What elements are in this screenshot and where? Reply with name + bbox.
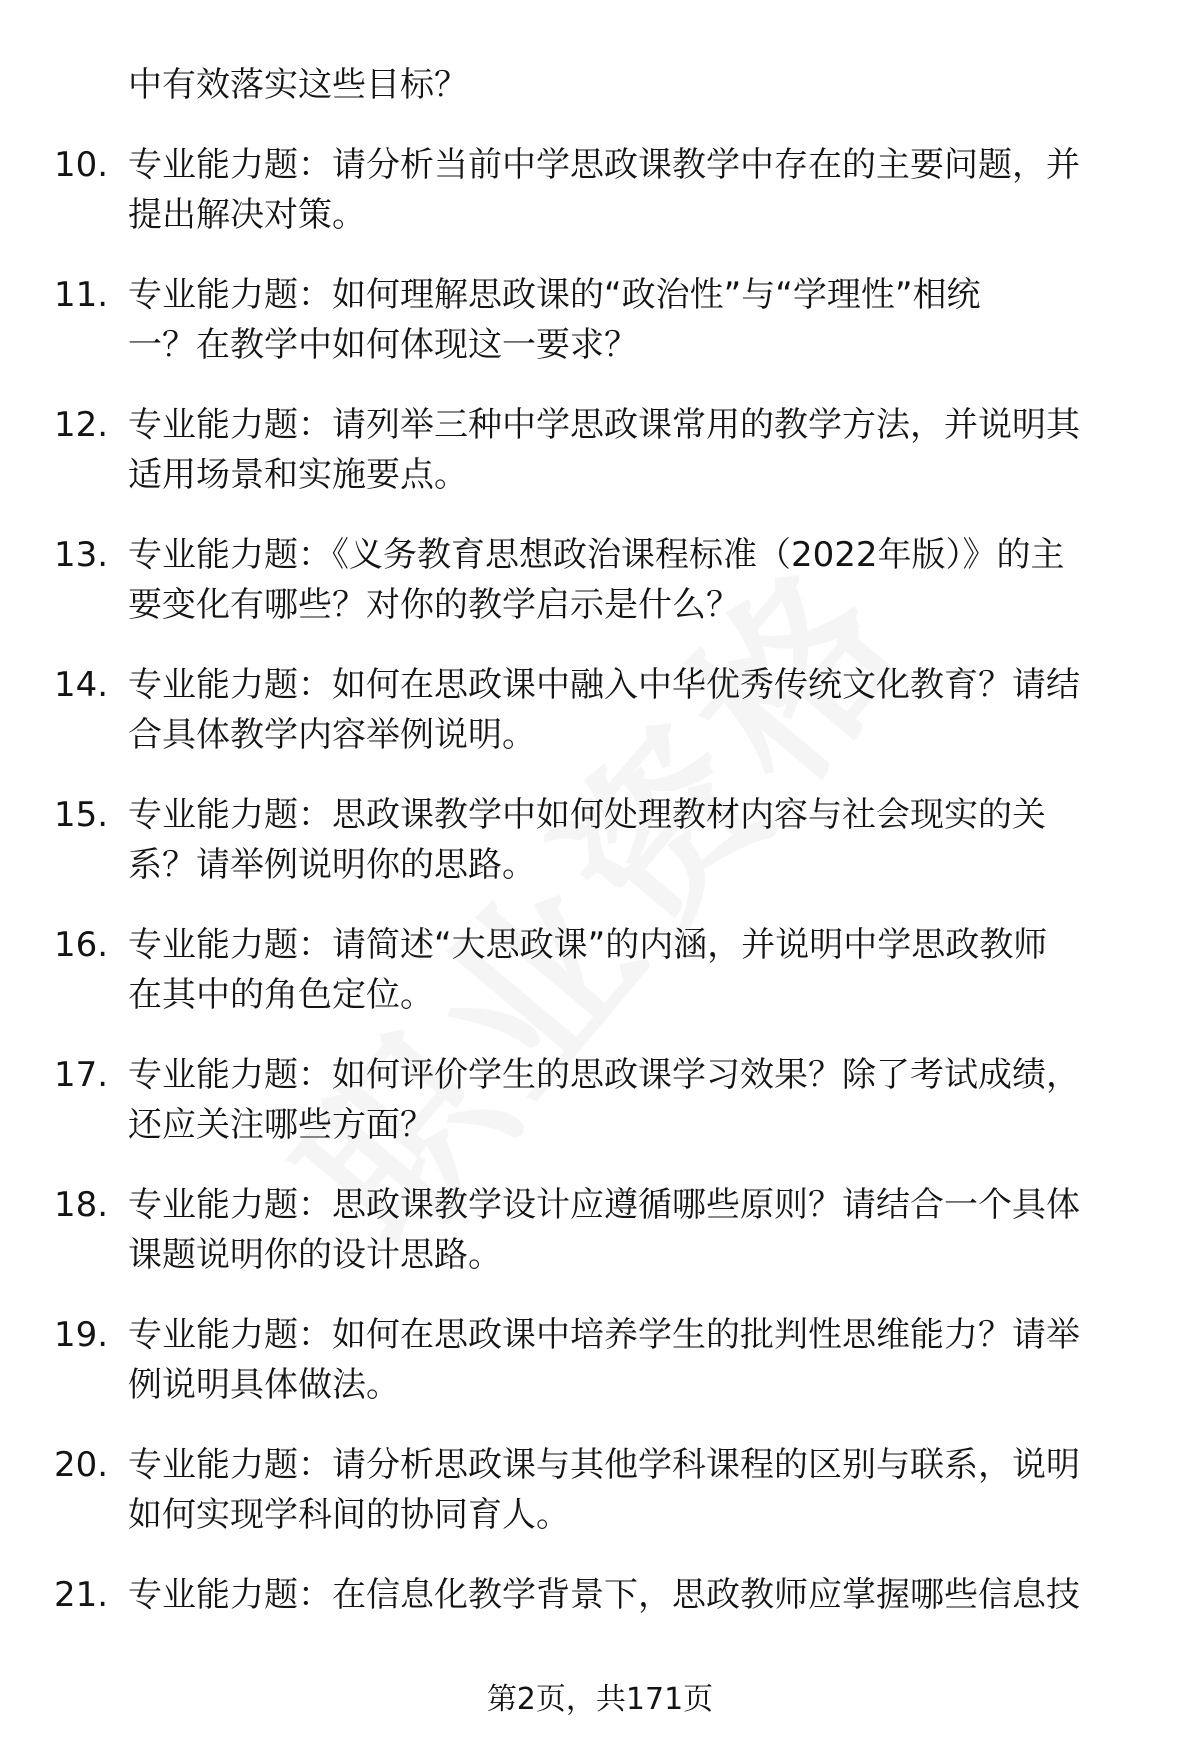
question-text [128,660,1168,760]
question-number: 13. [54,535,109,575]
question-number: 14. [54,665,109,705]
question-text [128,790,1168,890]
question-number: 18. [54,1185,109,1225]
question-number: 12. [54,405,109,445]
question-line: 专业能力题：如何在思政课中培养学生的批判性思维能力？请举 [128,1315,1080,1355]
question-item [0,270,1200,400]
question-line: 适用场景和实施要点。 [128,455,468,495]
question-line: 例说明具体做法。 [128,1365,400,1405]
question-line: 课题说明你的设计思路。 [128,1235,502,1275]
question-number: 20. [54,1445,109,1485]
question-text [128,1310,1168,1410]
question-line: 专业能力题：如何理解思政课的“政治性”与“学理性”相统 [128,275,981,315]
question-item [0,790,1200,920]
question-text [128,920,1168,1020]
question-item [0,400,1200,530]
question-list [0,140,1200,1700]
question-line: 专业能力题：如何评价学生的思政课学习效果？除了考试成绩， [128,1055,1080,1095]
question-number: 11. [54,275,109,315]
question-line: 专业能力题：请分析思政课与其他学科课程的区别与联系，说明 [128,1445,1080,1485]
question-line: 专业能力题：思政课教学设计应遵循哪些原则？请结合一个具体 [128,1185,1080,1225]
question-line: 要变化有哪些？对你的教学启示是什么？ [128,585,740,625]
question-line: 专业能力题：《义务教育思想政治课程标准（2022年版）》的主 [128,535,1065,575]
question-item [0,1310,1200,1440]
question-line: 还应关注哪些方面？ [128,1105,434,1145]
question-text [128,1570,1168,1620]
question-text [128,1180,1168,1280]
question-text [128,1440,1168,1540]
question-line: 系？请举例说明你的思路。 [128,845,536,885]
question-line: 专业能力题：如何在思政课中融入中华优秀传统文化教育？请结 [128,665,1080,705]
question-line: 专业能力题：请简述“大思政课”的内涵，并说明中学思政教师 [128,925,1048,965]
question-item [0,1050,1200,1180]
question-number: 21. [54,1575,109,1615]
question-item [0,1180,1200,1310]
question-text [128,400,1168,500]
question-number: 19. [54,1315,109,1355]
question-item [0,660,1200,790]
question-line: 专业能力题：思政课教学中如何处理教材内容与社会现实的关 [128,795,1046,835]
question-line: 提出解决对策。 [128,195,366,235]
question-line: 在其中的角色定位。 [128,975,434,1015]
continued-text-line: 中有效落实这些目标？ [128,65,468,105]
question-line: 一？在教学中如何体现这一要求？ [128,325,638,365]
question-number: 16. [54,925,109,965]
question-line: 专业能力题：请列举三种中学思政课常用的教学方法，并说明其 [128,405,1080,445]
question-number: 17. [54,1055,109,1095]
question-item [0,140,1200,270]
question-item [0,530,1200,660]
question-line: 合具体教学内容举例说明。 [128,715,536,755]
question-item [0,920,1200,1050]
question-number: 10. [54,145,109,185]
page-footer: 第2页，共171页 [486,1682,714,1717]
question-text [128,140,1168,240]
question-number: 15. [54,795,109,835]
question-text [128,530,1168,630]
question-item [0,1440,1200,1570]
question-line: 如何实现学科间的协同育人。 [128,1495,570,1535]
question-line: 专业能力题：在信息化教学背景下，思政教师应掌握哪些信息技 [128,1575,1080,1615]
question-text [128,270,1168,370]
question-line: 专业能力题：请分析当前中学思政课教学中存在的主要问题，并 [128,145,1080,185]
question-text [128,1050,1168,1150]
